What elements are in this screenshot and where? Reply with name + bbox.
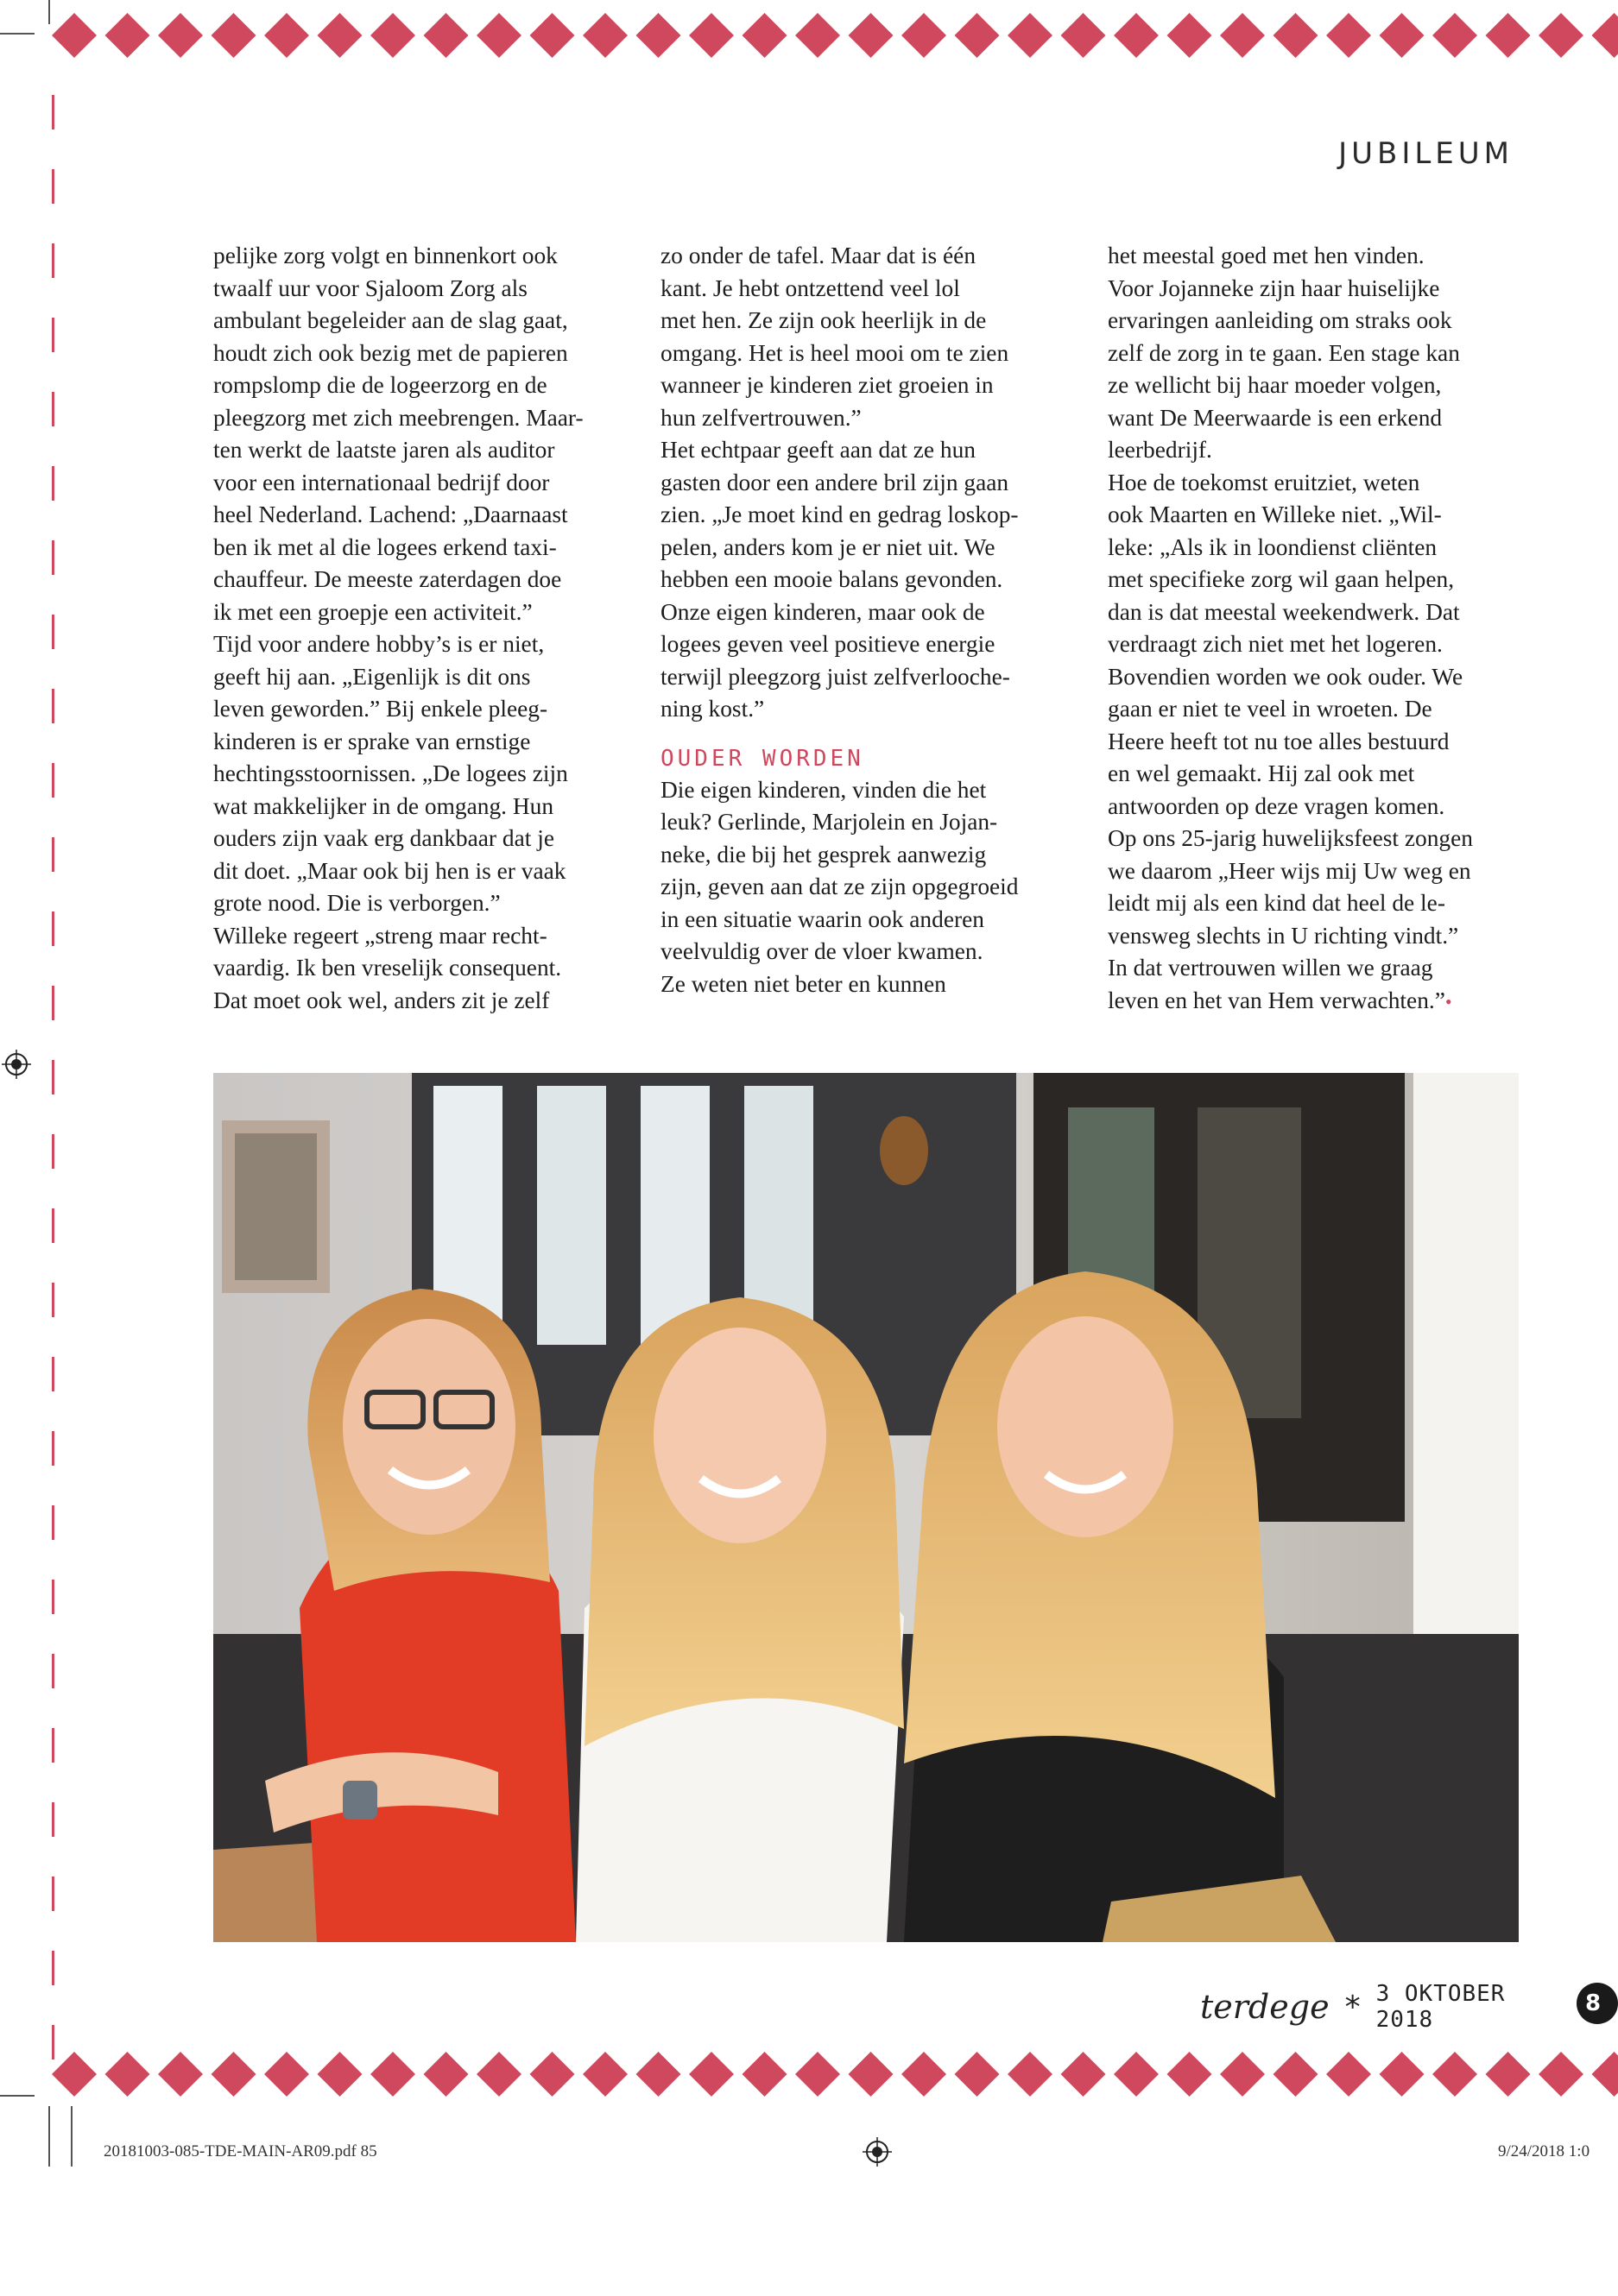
text-line: Heere heeft tot nu toe alles bestuurd (1108, 728, 1450, 754)
diamond-shape (424, 13, 469, 58)
margin-dash (52, 2025, 54, 2059)
margin-dash (52, 1283, 54, 1317)
diamond-shape (1326, 2052, 1371, 2097)
text-line: zijn, geven aan dat ze zijn opgegroeid (660, 874, 1019, 899)
margin-dash (52, 1357, 54, 1391)
margin-dash (52, 911, 54, 946)
text-line: logees geven veel positieve energie (660, 631, 995, 657)
margin-dash (52, 1134, 54, 1169)
text-line: ten werkt de laatste jaren als auditor (213, 437, 555, 463)
text-line: heel Nederland. Lachend: „Daarnaast (213, 501, 568, 527)
diamond-shape (264, 13, 309, 58)
text-line: leerbedrijf. (1108, 437, 1212, 463)
margin-dash (52, 763, 54, 798)
text-line: want De Meerwaarde is een erkend (1108, 404, 1443, 431)
margin-dash (52, 1802, 54, 1837)
diamond-shape (370, 13, 415, 58)
diamond-shape (1486, 2052, 1531, 2097)
text-line: leuk? Gerlinde, Marjolein en Jojan- (660, 809, 998, 835)
diamond-pattern (48, 10, 1593, 60)
text-line: verdraagt zich niet met het logeren. (1108, 631, 1443, 657)
text-line: met specifieke zorg wil gaan helpen, (1108, 566, 1455, 592)
bottom-diamond-border (48, 2049, 1593, 2099)
crop-mark (48, 2106, 50, 2167)
diamond-shape (1539, 2052, 1583, 2097)
text-line: omgang. Het is heel mooi om te zien (660, 339, 1009, 366)
text-line: kinderen is er sprake van ernstige (213, 728, 531, 754)
diamond-shape (1592, 13, 1618, 58)
diamond-shape (955, 2052, 1000, 2097)
diamond-shape (1061, 13, 1106, 58)
text-line: hechtingsstoornissen. „De logees zijn (213, 760, 568, 786)
diamond-shape (1167, 2052, 1212, 2097)
diamond-shape (1274, 13, 1318, 58)
text-line: pelen, anders kom je er niet uit. We (660, 533, 995, 560)
diamond-shape (264, 2052, 309, 2097)
text-line: ik met een groepje een activiteit.” (213, 598, 533, 625)
text-line: en wel gemaakt. Hij zal ook met (1108, 760, 1415, 786)
diamond-shape (530, 13, 575, 58)
article-column-1 (213, 240, 619, 1017)
text-line: leven en het van Hem verwachten.”• (1108, 987, 1452, 1013)
diamond-shape (318, 13, 363, 58)
crop-mark (0, 2095, 35, 2097)
article-column-2 (660, 240, 1066, 1000)
text-line: ouders zijn vaak erg dankbaar dat je (213, 825, 554, 851)
margin-dash (52, 1060, 54, 1094)
diamond-shape (636, 13, 681, 58)
margin-dash (52, 318, 54, 352)
text-line: gaan er niet te veel in wroeten. De (1108, 696, 1432, 722)
text-line: hebben een mooie balans gevonden. (660, 566, 1003, 592)
text-line: Hoe de toekomst eruitziet, weten (1108, 469, 1420, 495)
diamond-pattern (48, 2049, 1593, 2099)
diamond-shape (424, 2052, 469, 2097)
text-line: In dat vertrouwen willen we graag (1108, 955, 1433, 981)
diamond-shape (743, 2052, 787, 2097)
margin-dash (52, 1505, 54, 1540)
margin-dash (52, 1580, 54, 1614)
text-line: terwijl pleegzorg juist zelfverlooche- (660, 663, 1010, 690)
diamond-shape (1114, 13, 1159, 58)
diamond-shape (158, 13, 203, 58)
margin-dash (52, 1431, 54, 1466)
registration-mark-icon (2, 1050, 31, 1079)
diamond-shape (1432, 13, 1477, 58)
diamond-shape (849, 2052, 894, 2097)
text-line: grote nood. Die is verborgen.” (213, 890, 501, 916)
group-photo-icon (213, 1073, 1519, 1942)
text-line: dit doet. „Maar ook bij hen is er vaak (213, 857, 566, 884)
diamond-shape (1380, 13, 1425, 58)
page-number: 8 (1577, 1983, 1618, 2024)
text-line: pleegzorg met zich meebrengen. Maar- (213, 404, 584, 431)
end-mark-icon: • (1444, 990, 1452, 1012)
text-line: kant. Je hebt ontzettend veel lol (660, 274, 960, 301)
margin-dash (52, 1728, 54, 1763)
diamond-shape (583, 2052, 628, 2097)
diamond-shape (636, 2052, 681, 2097)
issue-date: 3 OKTOBER 2018 (1375, 1981, 1506, 2033)
text-line: ning kost.” (660, 696, 765, 722)
diamond-shape (477, 2052, 521, 2097)
text-line: met hen. Ze zijn ook heerlijk in de (660, 307, 987, 333)
text-line: Bovendien worden we ook ouder. We (1108, 663, 1463, 690)
margin-dash (52, 1654, 54, 1688)
diamond-shape (689, 2052, 734, 2097)
text-line: Willeke regeert „streng maar recht- (213, 922, 547, 949)
crop-mark (48, 0, 50, 24)
diamond-shape (1220, 2052, 1265, 2097)
diamond-shape (1539, 13, 1583, 58)
text-line: gasten door een andere bril zijn gaan (660, 469, 1009, 495)
text-line: zelf de zorg in te gaan. Een stage kan (1108, 339, 1460, 366)
diamond-shape (105, 2052, 150, 2097)
text-line: het meestal goed met hen vinden. (1108, 243, 1425, 268)
margin-dash (52, 392, 54, 426)
diamond-shape (901, 2052, 946, 2097)
text-line: neke, die bij het gesprek aanwezig (660, 841, 987, 867)
subheading: OUDER WORDEN (660, 745, 864, 772)
diamond-shape (212, 2052, 256, 2097)
text-line: chauffeur. De meeste zaterdagen doe (213, 566, 562, 592)
text-line: Ze weten niet beter en kunnen (660, 970, 946, 997)
text-line: houdt zich ook bezig met de papieren (213, 339, 568, 366)
text-line: leidt mij als een kind dat heel de le- (1108, 890, 1445, 916)
diamond-shape (955, 13, 1000, 58)
margin-dash (52, 837, 54, 872)
text-line: dan is dat meestal weekendwerk. Dat (1108, 598, 1460, 625)
diamond-shape (477, 13, 521, 58)
margin-dash (52, 243, 54, 278)
diamond-shape (158, 2052, 203, 2097)
text-line: zo onder de tafel. Maar dat is één (660, 243, 976, 268)
text-line: hun zelfvertrouwen.” (660, 404, 862, 431)
diamond-shape (52, 2052, 97, 2097)
diamond-shape (689, 13, 734, 58)
footer-brand (1200, 1981, 1521, 2033)
text-line: antwoorden op deze vragen komen. (1108, 792, 1445, 819)
text-line: ben ik met al die logees erkend taxi- (213, 533, 557, 560)
margin-dash (52, 689, 54, 723)
diamond-shape (212, 13, 256, 58)
diamond-shape (1008, 2052, 1052, 2097)
text-line: ervaringen aanleiding om straks ook (1108, 307, 1452, 333)
text-line: Op ons 25-jarig huwelijksfeest zongen (1108, 825, 1473, 851)
text-line: twaalf uur voor Sjaloom Zorg als (213, 274, 528, 301)
article-photo (213, 1073, 1519, 1942)
margin-dash (52, 615, 54, 649)
text-line: Tijd voor andere hobby’s is er niet, (213, 631, 545, 657)
text-line: in een situatie waarin ook anderen (660, 905, 984, 932)
margin-dash (52, 1877, 54, 1911)
diamond-shape (1592, 2052, 1618, 2097)
diamond-shape (1167, 13, 1212, 58)
article-column-3 (1108, 240, 1514, 1018)
print-filename: 20181003-085-TDE-MAIN-AR09.pdf 85 (104, 2142, 377, 2160)
text-line: ze wellicht bij haar moeder volgen, (1108, 372, 1442, 398)
text-line: leke: „Als ik in loondienst cliënten (1108, 533, 1438, 560)
text-line: pelijke zorg volgt en binnenkort ook (213, 243, 558, 268)
margin-dash (52, 1208, 54, 1243)
margin-dash (52, 95, 54, 129)
registration-mark-icon (863, 2137, 892, 2167)
text-line: zien. „Je moet kind en gedrag loskop- (660, 501, 1019, 527)
diamond-shape (583, 13, 628, 58)
text-line: rompslomp die de logeerzorg en de (213, 372, 547, 398)
text-line: Onze eigen kinderen, maar ook de (660, 598, 985, 625)
text-line: leven geworden.” Bij enkele pleeg- (213, 696, 548, 722)
margin-dash (52, 466, 54, 501)
text-line: we daarom „Heer wijs mij Uw weg en (1108, 857, 1471, 884)
text-line: voor een internationaal bedrijf door (213, 469, 550, 495)
top-diamond-border (48, 10, 1593, 60)
diamond-shape (849, 13, 894, 58)
diamond-shape (795, 2052, 840, 2097)
diamond-shape (1486, 13, 1531, 58)
diamond-shape (743, 13, 787, 58)
diamond-shape (1008, 13, 1052, 58)
margin-dash (52, 1951, 54, 1985)
diamond-shape (52, 13, 97, 58)
diamond-shape (370, 2052, 415, 2097)
diamond-shape (795, 13, 840, 58)
diamond-shape (1274, 2052, 1318, 2097)
text-line: wanneer je kinderen ziet groeien in (660, 372, 994, 398)
text-line: Die eigen kinderen, vinden die het (660, 776, 987, 803)
text-line: wat makkelijker in de omgang. Hun (213, 792, 554, 819)
diamond-shape (105, 13, 150, 58)
text-line: Voor Jojanneke zijn haar huiselijke (1108, 274, 1440, 301)
diamond-shape (1061, 2052, 1106, 2097)
diamond-shape (1432, 2052, 1477, 2097)
text-line: vaardig. Ik ben vreselijk consequent. (213, 955, 562, 981)
print-timestamp: 9/24/2018 1:0 (1498, 2142, 1590, 2160)
margin-dash (52, 169, 54, 204)
diamond-shape (530, 2052, 575, 2097)
magazine-name: terdege (1200, 1988, 1330, 2026)
text-line: ook Maarten en Willeke niet. „Wil- (1108, 501, 1442, 527)
diamond-shape (318, 2052, 363, 2097)
margin-dash (52, 540, 54, 575)
crop-mark (0, 33, 35, 35)
asterisk-icon: * (1344, 1989, 1361, 2025)
text-line: geeft hij aan. „Eigenlijk is dit ons (213, 663, 531, 690)
crop-mark (71, 2106, 73, 2167)
diamond-shape (1114, 2052, 1159, 2097)
text-line: veelvuldig over de vloer kwamen. (660, 938, 983, 964)
margin-dash (52, 986, 54, 1020)
text-line: vensweg slechts in U richting vindt.” (1108, 922, 1459, 949)
diamond-shape (1380, 2052, 1425, 2097)
text-line: Dat moet ook wel, anders zit je zelf (213, 987, 550, 1013)
text-line: ambulant begeleider aan de slag gaat, (213, 307, 568, 333)
text-line: Het echtpaar geeft aan dat ze hun (660, 437, 976, 463)
diamond-shape (1220, 13, 1265, 58)
section-label: JUBILEUM (1338, 136, 1514, 171)
diamond-shape (1326, 13, 1371, 58)
diamond-shape (901, 13, 946, 58)
